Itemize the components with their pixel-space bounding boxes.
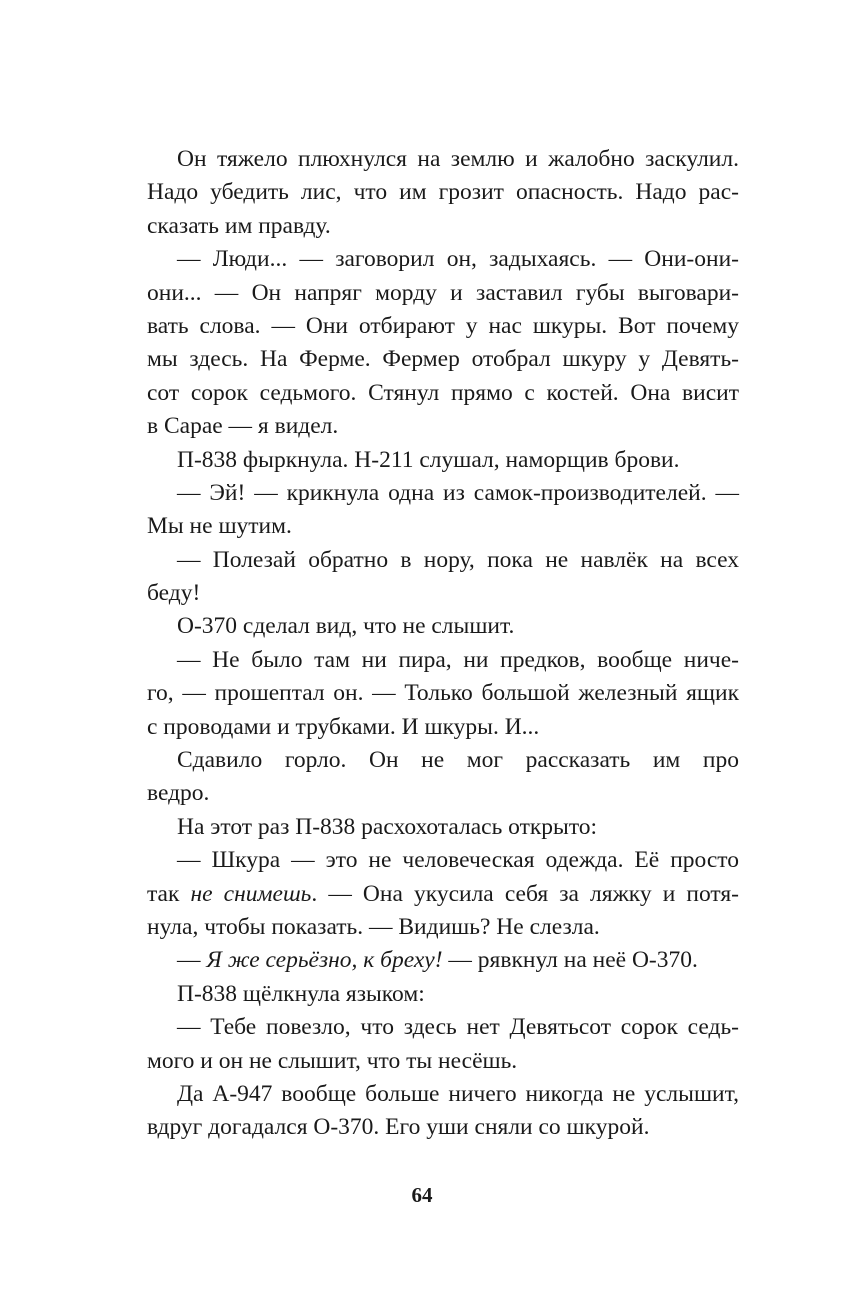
text-segment: . — Она укусила себя за ляжку и потя- [311,880,739,907]
body-text [147,143,739,1145]
text-line [147,878,739,911]
text-line: мы здесь. На Ферме. Фермер отобрал шкуру у Девять- [147,346,739,373]
text-line: — Люди... — заговорил он, задыхаясь. — Они-они- [177,246,739,273]
text-line: вдруг догадался О-370. Его уши сняли со шкурой. [147,1114,650,1141]
text-segment: — [177,947,207,974]
text-line: нула, чтобы показать. — Видишь? Не слезла. [147,913,600,940]
text-line: с проводами и трубками. И шкуры. И... [147,713,540,740]
text-line: беду! [147,580,201,607]
page-number: 64 [411,1183,433,1207]
text-segment: так [147,880,191,907]
text-line: — Эй! — крикнула одна из самок-производителей. — [177,479,739,506]
text-line: — Тебе повезло, что здесь нет Девятьсот сорок седь- [177,1014,739,1041]
text-line: ведро. [147,780,210,807]
text-line: О-370 сделал вид, что не слышит. [177,613,515,640]
text-line: Мы не шутим. [147,513,292,540]
text-line: Да А-947 вообще больше ничего никогда не услышит, [177,1080,739,1107]
text-line: На этот раз П-838 расхохоталась открыто: [177,813,598,840]
text-line: Он тяжело плюхнулся на землю и жалобно заскулил. [177,146,739,172]
text-line: — Не было там ни пира, ни предков, вообще ниче- [177,646,739,673]
text-line: они... — Он напряг морду и заставил губы выговари- [147,279,739,306]
text-line: го, — прошептал он. — Только большой железный ящик [147,680,739,707]
text-line: П-838 щёлкнула языком: [177,980,425,1007]
text-line: мого и он не слышит, что ты несёшь. [147,1047,518,1074]
text-line [147,944,739,977]
italic-text: Я же серьёзно, к бреху! [206,947,443,974]
text-line: сот сорок седьмого. Стянул прямо с костей. Она висит [147,379,739,406]
text-line: — Полезай обратно в нору, пока не навлёк на всех [177,546,739,573]
italic-text: не снимешь [190,880,312,907]
text-segment: — рявкнул на неё О-370. [442,947,698,974]
text-line: — Шкура — это не человеческая одежда. Её просто [177,847,739,874]
text-line: Надо убедить лис, что им грозит опасность. Надо рас- [147,179,739,206]
text-line: в Сарае — я видел. [147,413,339,440]
text-line: П-838 фыркнула. Н-211 слушал, наморщив брови. [177,446,680,473]
text-line: Сдавило горло. Он не мог рассказать им про [177,747,739,774]
text-line: сказать им правду. [147,212,331,239]
text-line: вать слова. — Они отбирают у нас шкуры. Вот почему [147,312,739,339]
